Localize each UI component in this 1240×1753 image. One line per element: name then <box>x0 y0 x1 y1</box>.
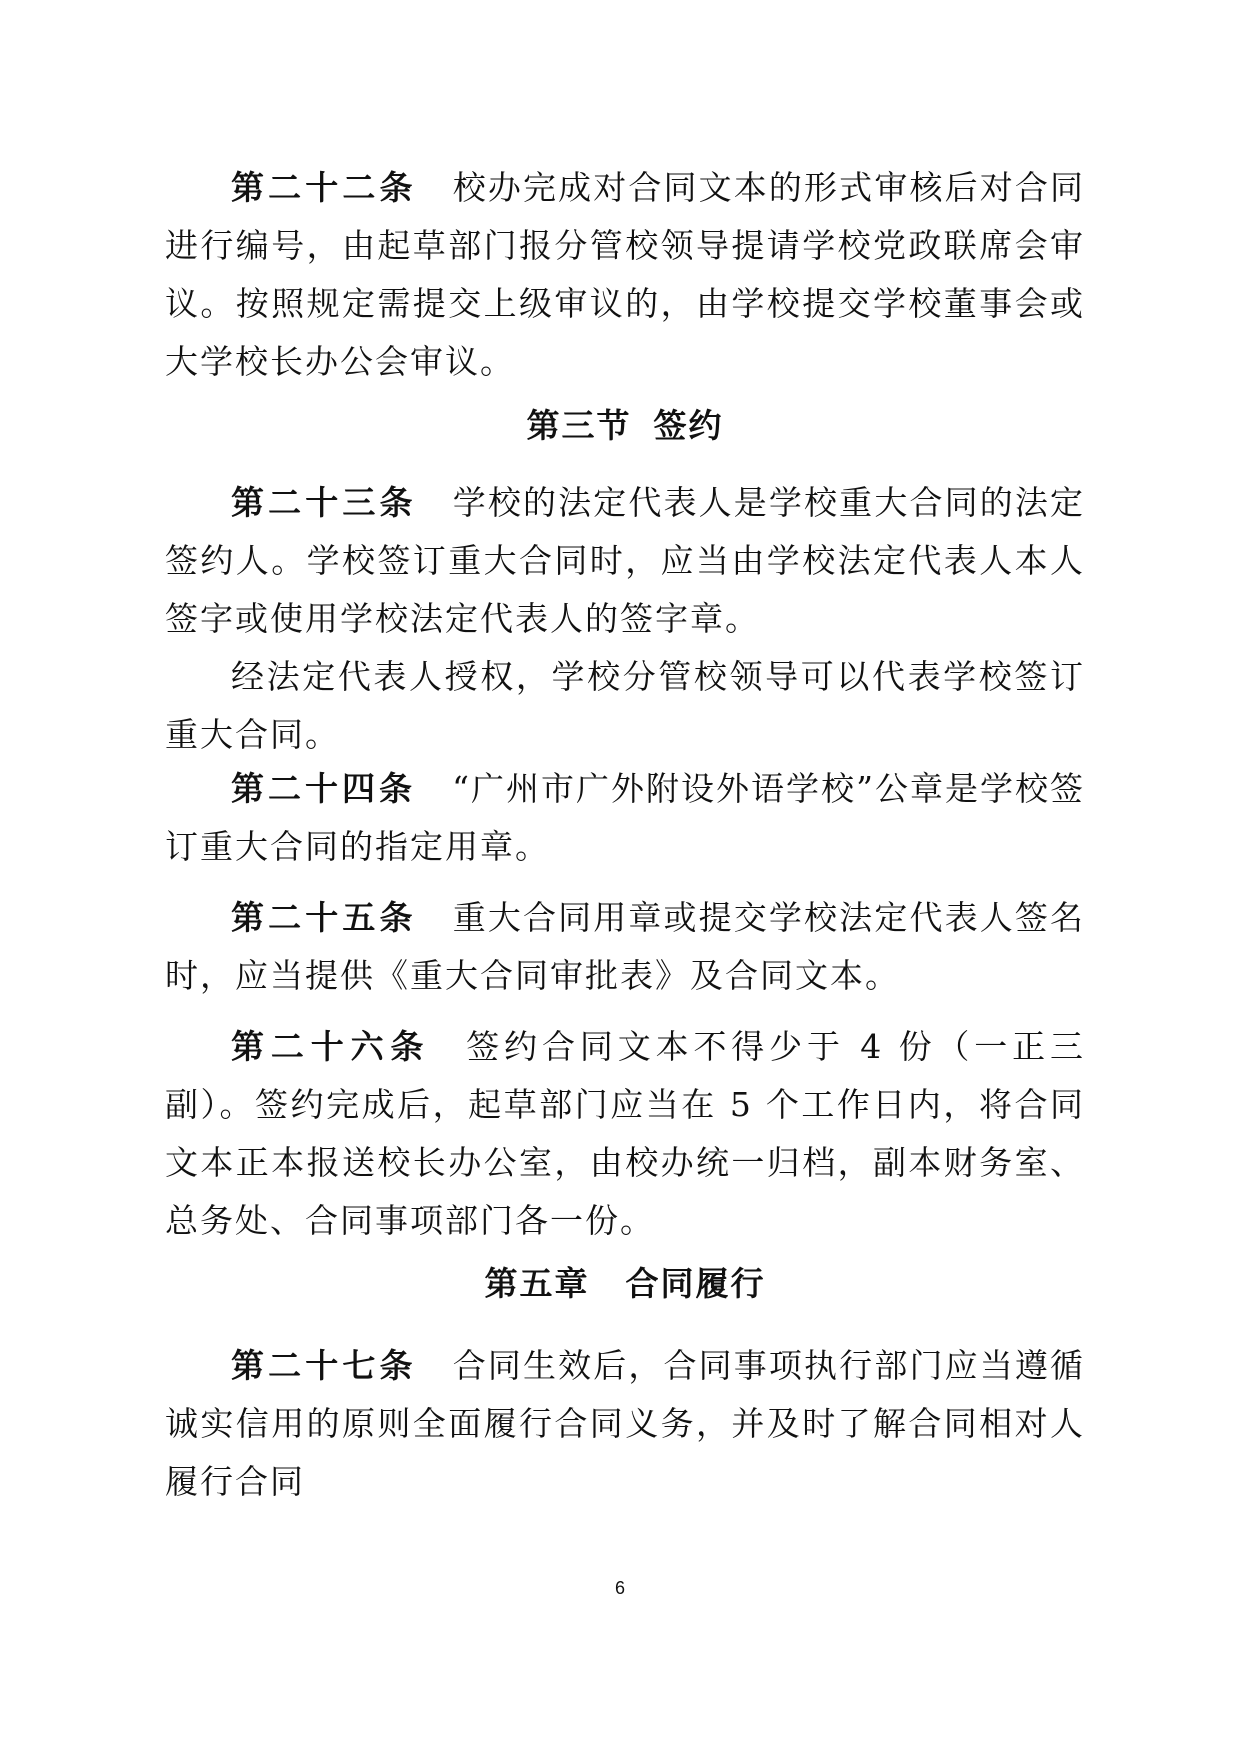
article-22-paragraph <box>165 159 1085 391</box>
article-23 <box>165 474 1085 764</box>
article-25 <box>165 889 1085 1005</box>
article-text: 合同生效后，合同事项执行部门应当遵循诚实信用的原则全面履行合同义务，并及时了解合同相对人履行合同 <box>165 1346 1086 1501</box>
section-title: 签约 <box>653 406 724 445</box>
section-number: 第三节 <box>526 406 632 445</box>
article-23-paragraph <box>165 474 1085 648</box>
chapter-title: 合同履行 <box>625 1264 766 1303</box>
article-26-paragraph <box>165 1018 1085 1250</box>
article-label: 第二十四条 <box>231 769 417 808</box>
article-25-paragraph <box>165 889 1085 1005</box>
article-26 <box>165 1018 1085 1250</box>
chapter-heading <box>165 1258 1085 1305</box>
section-heading <box>165 400 1085 447</box>
page-number: 6 <box>614 1578 625 1598</box>
article-label: 第二十七条 <box>231 1346 417 1385</box>
article-label: 第二十三条 <box>231 483 417 522</box>
article-text: “广州市广外附设外语学校”公章是学校签订重大合同的指定用章。 <box>165 769 1085 866</box>
chapter-number: 第五章 <box>484 1264 590 1303</box>
article-label: 第二十六条 <box>231 1027 431 1066</box>
article-22 <box>165 159 1085 391</box>
article-text: 学校的法定代表人是学校重大合同的法定签约人。学校签订重大合同时，应当由学校法定代表人本人签字或使用学校法定代表人的签字章。 <box>165 483 1086 638</box>
article-23-paragraph-2: 经法定代表人授权，学校分管校领导可以代表学校签订重大合同。 <box>165 657 1085 754</box>
article-text: 校办完成对合同文本的形式审核后对合同进行编号，由起草部门报分管校领导提请学校党政联席会审议。按照规定需提交上级审议的，由学校提交学校董事会或大学校长办公会审议。 <box>165 168 1086 381</box>
article-label: 第二十五条 <box>231 898 417 937</box>
article-text: 重大合同用章或提交学校法定代表人签名时，应当提供《重大合同审批表》及合同文本。 <box>165 898 1086 995</box>
article-27-paragraph <box>165 1337 1085 1511</box>
article-24 <box>165 760 1085 876</box>
article-label: 第二十二条 <box>231 168 417 207</box>
article-24-paragraph <box>165 760 1085 876</box>
article-27 <box>165 1337 1085 1511</box>
article-text: 签约合同文本不得少于 4 份（一正三副）。签约完成后，起草部门应当在 5 个工作日内，将合同文本正本报送校长办公室，由校办统一归档，副本财务室、总务处、合同事项部门各一份。 <box>165 1027 1085 1240</box>
